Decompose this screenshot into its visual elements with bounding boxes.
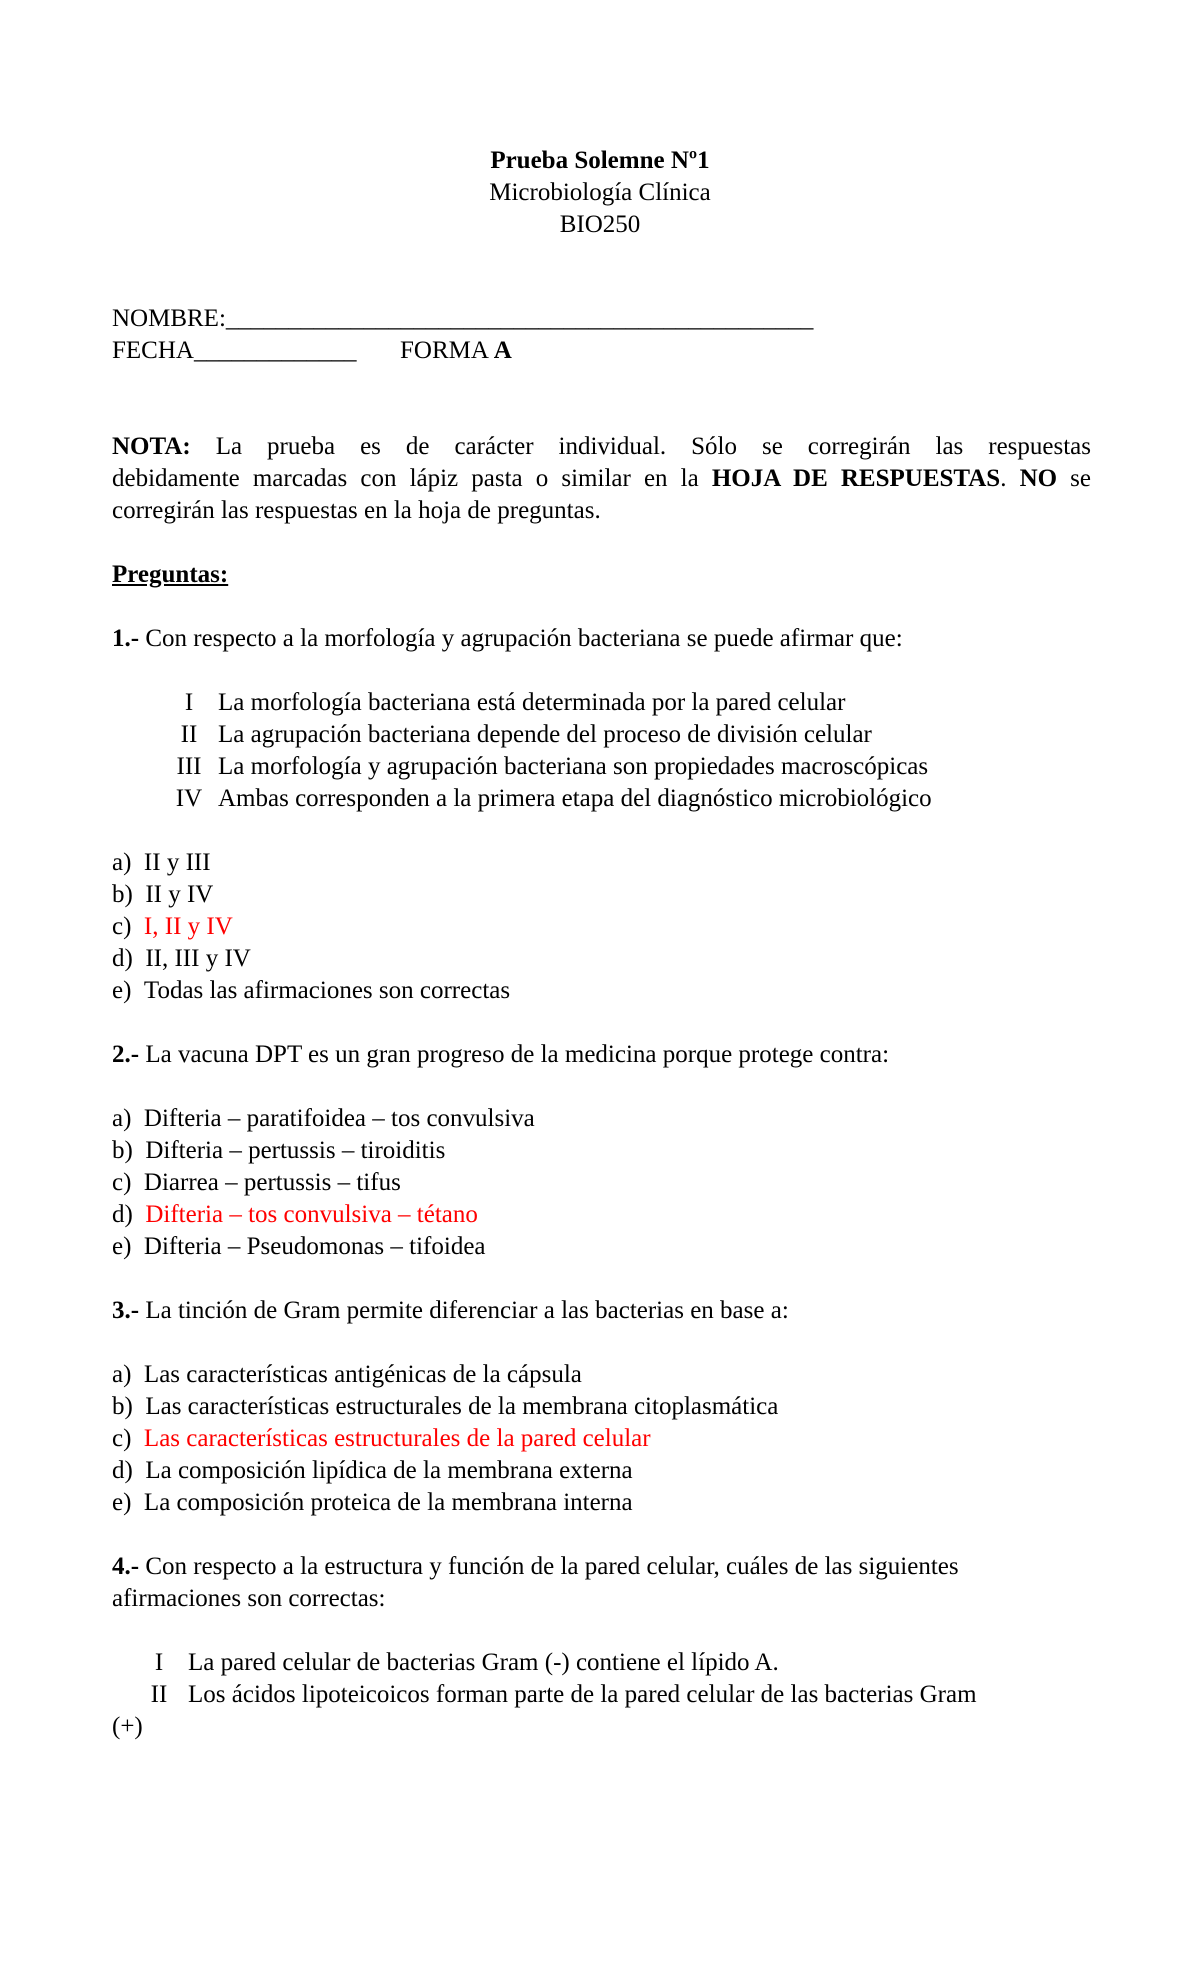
option-letter: c) (112, 1425, 132, 1452)
question-4 (112, 1551, 959, 1583)
option-text: La composición proteica de la membrana interna (143, 1489, 633, 1516)
option-row (112, 1199, 478, 1231)
nota-line-1 (112, 431, 1091, 463)
option-row (112, 1455, 633, 1487)
option-row (112, 1167, 401, 1199)
option-row (112, 1135, 445, 1167)
option-letter: a) (112, 849, 132, 876)
option-text: La composición lipídica de la membrana externa (145, 1457, 633, 1484)
statement-row (130, 1647, 779, 1679)
nota-line-2 (112, 463, 1091, 495)
statement-row (160, 783, 932, 815)
nota-hoja-respuestas: HOJA DE RESPUESTAS (711, 465, 1001, 492)
statement-text: Ambas corresponden a la primera etapa del diagnóstico microbiológico (218, 785, 932, 812)
exam-title: Prueba Solemne Nº1 (490, 147, 710, 174)
question-2 (112, 1039, 889, 1071)
forma-label: FORMA (400, 337, 494, 364)
question-number: 4.- (112, 1553, 140, 1580)
option-letter: a) (112, 1105, 132, 1132)
nota-text-2e: se (1057, 465, 1092, 492)
option-text: II, III y IV (145, 945, 251, 972)
option-text: Difteria – paratifoidea – tos convulsiva (143, 1105, 535, 1132)
question-1 (112, 623, 903, 655)
correct-answer: Difteria – tos convulsiva – tétano (145, 1201, 478, 1228)
nota-line-3: corregirán las respuestas en la hoja de preguntas. (112, 497, 601, 524)
question-number: 2.- (112, 1041, 140, 1068)
option-row (112, 879, 213, 911)
option-letter: a) (112, 1361, 132, 1388)
name-label: NOMBRE: (112, 305, 226, 332)
nota-text-2c: . (1000, 465, 1020, 492)
question-number: 3.- (112, 1297, 140, 1324)
question-text: Con respecto a la morfología y agrupación bacteriana se puede afirmar que: (139, 625, 903, 652)
option-row (112, 1231, 486, 1263)
statement-row (130, 1679, 977, 1711)
option-row (112, 911, 233, 943)
statement-wrap: (+) (112, 1713, 143, 1740)
section-title: Preguntas: (112, 561, 229, 588)
question-3 (112, 1295, 789, 1327)
exam-code: BIO250 (559, 211, 641, 238)
option-text: II y III (143, 849, 211, 876)
option-letter: d) (112, 1201, 133, 1228)
nota-text-1: La prueba es de carácter individual. Sólo se corregirán las respuestas (215, 433, 1092, 460)
option-letter: e) (112, 1233, 132, 1260)
option-letter: c) (112, 1169, 132, 1196)
option-letter: b) (112, 1393, 133, 1420)
question-4-line-2: afirmaciones son correctas: (112, 1585, 386, 1612)
statement-roman: II (150, 1681, 168, 1708)
question-text: La vacuna DPT es un gran progreso de la medicina porque protege contra: (139, 1041, 890, 1068)
option-text: Las características antigénicas de la cápsula (143, 1361, 582, 1388)
statement-text: La morfología y agrupación bacteriana son propiedades macroscópicas (218, 753, 929, 780)
question-text: La tinción de Gram permite diferenciar a las bacterias en base a: (139, 1297, 789, 1324)
option-row (112, 847, 211, 879)
option-letter: b) (112, 1137, 133, 1164)
date-field (112, 335, 356, 367)
correct-answer: Las características estructurales de la pared celular (143, 1425, 651, 1452)
option-row (112, 1487, 633, 1519)
option-text: Las características estructurales de la membrana citoplasmática (145, 1393, 779, 1420)
date-blank: _____________ (193, 337, 357, 364)
exam-subject: Microbiología Clínica (489, 179, 711, 206)
option-letter: e) (112, 977, 132, 1004)
option-letter: d) (112, 945, 133, 972)
date-label: FECHA (112, 337, 194, 364)
question-number: 1.- (112, 625, 140, 652)
statement-roman: IV (175, 785, 203, 812)
option-row (112, 1103, 535, 1135)
statement-roman: I (184, 689, 194, 716)
nota-label: NOTA: (112, 433, 191, 460)
forma-field (400, 335, 512, 367)
option-letter: e) (112, 1489, 132, 1516)
correct-answer: I, II y IV (143, 913, 233, 940)
question-text: Con respecto a la estructura y función de la pared celular, cuáles de las siguientes (139, 1553, 959, 1580)
option-letter: c) (112, 913, 132, 940)
statement-roman: II (180, 721, 198, 748)
nota-no: NO (1019, 465, 1058, 492)
statement-text: La morfología bacteriana está determinada por la pared celular (218, 689, 846, 716)
statement-roman: I (154, 1649, 164, 1676)
nota-text-2a: debidamente marcadas con lápiz pasta o similar en la (112, 465, 712, 492)
statement-text: La pared celular de bacterias Gram (-) contiene el lípido A. (188, 1649, 779, 1676)
statement-row (160, 687, 845, 719)
statement-text: La agrupación bacteriana depende del proceso de división celular (218, 721, 872, 748)
statement-row (160, 751, 928, 783)
statement-roman: III (176, 753, 202, 780)
option-row (112, 1391, 778, 1423)
option-text: Difteria – Pseudomonas – tifoidea (143, 1233, 486, 1260)
statement-row (160, 719, 872, 751)
statement-text: Los ácidos lipoteicoicos forman parte de la pared celular de las bacterias Gram (188, 1681, 977, 1708)
option-text: Diarrea – pertussis – tifus (143, 1169, 401, 1196)
option-row (112, 975, 510, 1007)
option-letter: d) (112, 1457, 133, 1484)
option-text: Difteria – pertussis – tiroiditis (145, 1137, 446, 1164)
option-letter: b) (112, 881, 133, 908)
option-row (112, 943, 251, 975)
option-row (112, 1359, 582, 1391)
option-text: II y IV (145, 881, 214, 908)
forma-value: A (493, 337, 512, 364)
name-field (112, 303, 813, 335)
name-blank: _______________________________________________ (225, 305, 814, 332)
option-text: Todas las afirmaciones son correctas (143, 977, 511, 1004)
option-row (112, 1423, 651, 1455)
